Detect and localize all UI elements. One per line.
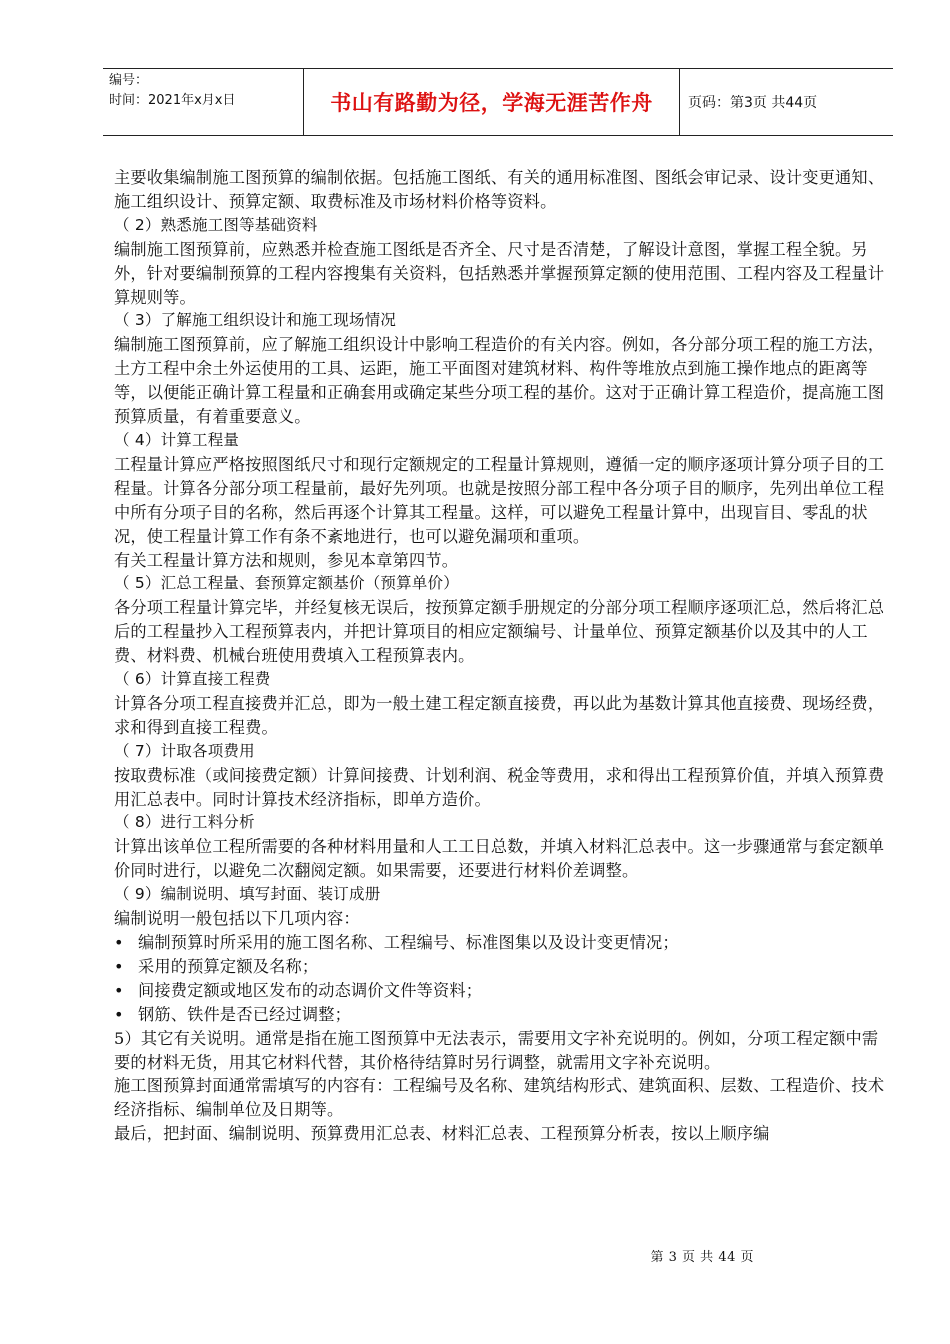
paragraph: 各分项工程量计算完毕，并经复核无误后，按预算定额手册规定的分部分项工程顺序逐项汇总，然后将汇总后的工程量抄入工程预算表内，并把计算项目的相应定额编号、计量单位、预算定额基价以及其中的人工费、材料费、机械台班使用费填入工程预算表内。 [114,598,885,666]
list-item [114,1003,890,1027]
paragraph: 主要收集编制施工图预算的编制依据。包括施工图纸、有关的通用标准图、图纸会审记录、设计变更通知、施工组织设计、预算定额、取费标准及市场材料价格等资料。 [114,168,885,211]
header-page-label: 页码：第3页 共44页 [688,95,818,111]
list-item [114,931,890,955]
bullet-icon: • [114,1004,124,1024]
paragraph: 计算出该单位工程所需要的各种材料用量和人工工日总数，并填入材料汇总表中。这一步骤通常与套定额单价同时进行，以避免二次翻阅定额。如果需要，还要进行材料价差调整。 [114,837,885,881]
section-heading: （ 4）计算工程量 [114,430,240,449]
section-heading: （ 8）进行工料分析 [114,813,255,832]
bullet-icon: • [114,956,124,976]
section-heading: （ 3）了解施工组织设计和施工现场情况 [114,311,397,330]
section-heading: （ 9）编制说明、填写封面、装订成册 [114,885,381,904]
list-item-text: 编制预算时所采用的施工图名称、工程编号、标准图集以及设计变更情况； [138,933,679,952]
paragraph: 施工图预算封面通常需填写的内容有：工程编号及名称、建筑结构形式、建筑面积、层数、工程造价、技术经济指标、编制单位及日期等。 [114,1076,885,1120]
number-label: 编号： [109,73,149,88]
paragraph: 计算各分项工程直接费并汇总，即为一般土建工程定额直接费，再以此为基数计算其他直接费、现场经费，求和得到直接工程费。 [114,693,885,737]
bullet-icon: • [114,980,124,1000]
header-motto: 书山有路勤为径，学海无涯苦作舟 [303,69,680,135]
paragraph: 编制施工图预算前，应熟悉并检查施工图纸是否齐全、尺寸是否清楚，了解设计意图，掌握工程全貌。另外，针对要编制预算的工程内容搜集有关资料，包括熟悉并掌握预算定额的使用范围、工程内容及工程量计算规则等。 [114,239,885,307]
time-label: 时间：2021年x月x日 [109,93,236,108]
section-heading: （ 5）汇总工程量、套预算定额基价（预算单价） [114,574,459,593]
list-item [114,955,890,979]
list-item [114,979,890,1003]
paragraph: 最后，把封面、编制说明、预算费用汇总表、材料汇总表、工程预算分析表，按以上顺序编 [114,1124,770,1144]
list-item-text: 钢筋、铁件是否已经过调整； [138,1004,352,1024]
page-header [103,68,893,136]
page-footer: 第 3 页 共 44 页 [650,1250,754,1265]
section-heading: （ 6）计算直接工程费 [114,670,271,689]
list-item-text: 采用的预算定额及名称； [138,956,319,976]
paragraph: 编制施工图预算前，应了解施工组织设计中影响工程造价的有关内容。例如，各分部分项工程的施工方法，土方工程中余土外运使用的工具、运距，施工平面图对建筑材料、构件等堆放点到施工操作地点的距离等等，以便能正确计算工程量和正确套用或确定某些分项工程的基价。这对于正确计算工程造价，提高施工图预算质量，有着重要意义。 [114,335,885,427]
bullet-icon: • [114,933,124,952]
section-heading: （ 7）计取各项费用 [114,741,255,760]
paragraph: 5）其它有关说明。通常是指在施工图预算中无法表示，需要用文字补充说明的。例如，分项工程定额中需要的材料无货，用其它材料代替，其价格待结算时另行调整，就需用文字补充说明。 [114,1028,879,1072]
list-item-text: 间接费定额或地区发布的动态调价文件等资料； [138,980,483,1000]
section-heading: （ 2）熟悉施工图等基础资料 [114,215,318,234]
document-body [114,166,890,1146]
paragraph: 有关工程量计算方法和规则，参见本章第四节。 [114,550,459,570]
paragraph: 按取费标准（或间接费定额）计算间接费、计划利润、税金等费用，求和得出工程预算价值，并填入预算费用汇总表中。同时计算技术经济指标，即单方造价。 [114,765,885,809]
paragraph: 工程量计算应严格按照图纸尺寸和现行定额规定的工程量计算规则，遵循一定的顺序逐项计算分项子目的工程量。计算各分部分项工程量前，最好先列项。也就是按照分部工程中各分项子目的顺序，先列出单位工程中所有分项子目的名称，然后再逐个计算其工程量。这样，可以避免工程量计算中，出现盲目、零乱的状况，使工程量计算工作有条不紊地进行，也可以避免漏项和重项。 [114,454,885,546]
paragraph: 编制说明一般包括以下几项内容： [114,909,360,929]
header-meta [103,69,303,135]
